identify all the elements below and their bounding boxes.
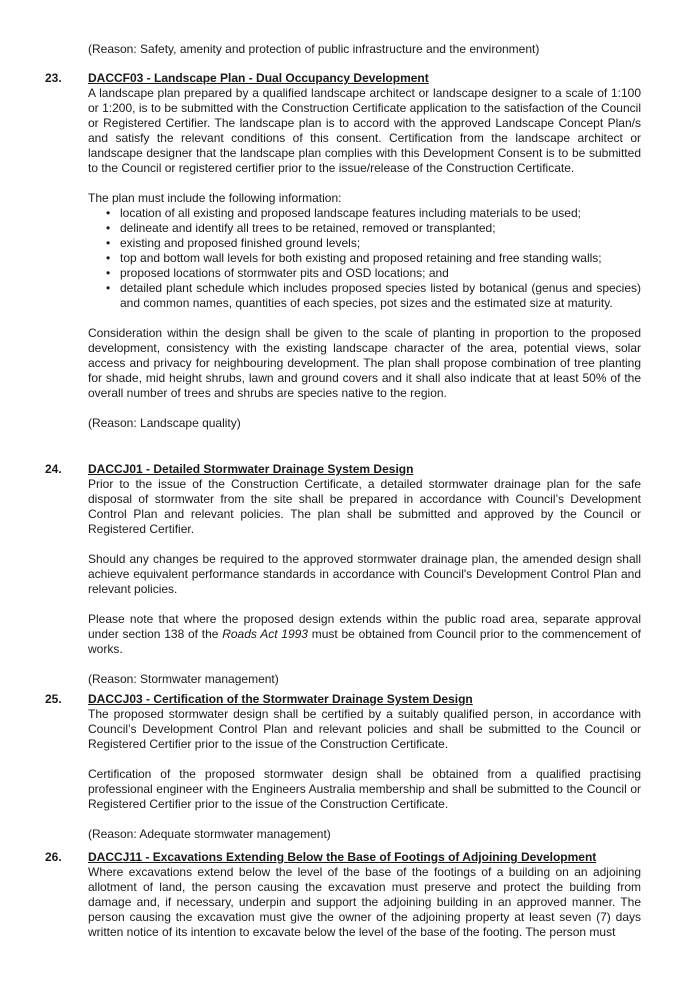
condition-title: DACCJ01 - Detailed Stormwater Drainage System Design: [88, 462, 414, 476]
condition-body: [88, 86, 641, 446]
condition-title: DACCJ03 - Certification of the Stormwater Drainage System Design: [88, 692, 473, 706]
list-item: • delineate and identify all trees to be retained, removed or transplanted;: [88, 221, 641, 236]
paragraph: Where excavations extend below the level of the base of the footings of a building on an adjoining allotment of land, the person causing the excavation must preserve and protect the building from damage and, if necessary, underpin and support the adjoining building in an approved manner. The person causing the excavation must give the owner of the adjoining property at least seven (7) days written notice of its intention to excavate below the level of the base of the footing. The person must: [88, 865, 641, 939]
paragraph-text: Please note that where the proposed design extends within the public road area, separate approval under section 138 of the: [88, 612, 641, 641]
act-name: Roads Act 1993: [222, 627, 308, 641]
reason-line: (Reason: Stormwater management): [88, 672, 279, 686]
list-intro: The plan must include the following information:: [88, 191, 342, 205]
paragraph-text: must be obtained from Council prior to the commencement of works.: [88, 627, 642, 656]
reason-line: (Reason: Landscape quality): [88, 416, 241, 430]
condition-title: DACCF03 - Landscape Plan - Dual Occupancy Development: [88, 71, 429, 85]
list-item: • detailed plant schedule which includes proposed species listed by botanical (genus and species) and common names, quantities of each species, pot sizes and the estimated size at maturity.: [88, 281, 641, 311]
info-list: [88, 206, 641, 311]
paragraph: Consideration within the design shall be given to the scale of planting in proportion to the proposed development, consistency with the existing landscape character of the area, potential views, solar access and privacy for neighbouring development. The plan shall propose combination of tree planting for shade, mid height shrubs, lawn and ground covers and it shall also indicate that at least 50% of the overall number of trees and shrubs are species native to the region.: [88, 326, 641, 400]
list-item: • top and bottom wall levels for both existing and proposed retaining and free standing walls;: [88, 251, 641, 266]
condition-title: DACCJ11 - Excavations Extending Below the Base of Footings of Adjoining Development: [88, 850, 597, 864]
condition-number: 26.: [45, 850, 62, 864]
paragraph: The proposed stormwater design shall be certified by a suitably qualified person, in accordance with Council’s Development Control Plan and relevant policies and shall be submitted to the Council or Registered Certifier prior to the issue of the Construction Certificate.: [88, 707, 641, 751]
paragraph: Should any changes be required to the approved stormwater drainage plan, the amended design shall achieve equivalent performance standards in accordance with Council's Development Control Plan and relevant policies.: [88, 552, 641, 596]
list-item: • location of all existing and proposed landscape features including materials to be used;: [88, 206, 641, 221]
condition-number: 24.: [45, 462, 62, 476]
paragraph: A landscape plan prepared by a qualified landscape architect or landscape designer to a scale of 1:100 or 1:200, is to be submitted with the Construction Certificate application to the satisfaction of the Council or Registered Certifier. The landscape plan is to accord with the approved Landscape Concept Plan/s and satisfy the relevant conditions of this consent. Certification from the landscape architect or landscape designer that the landscape plan complies with this Development Consent is to be submitted to the Council or registered certifier prior to the issue/release of the Construction Certificate.: [88, 86, 641, 175]
list-item: • proposed locations of stormwater pits and OSD locations; and: [88, 266, 641, 281]
condition-body: [88, 707, 641, 857]
paragraph: Certification of the proposed stormwater design shall be obtained from a qualified practising professional engineer with the Engineers Australia membership and shall be submitted to the Council or Registered Certifier prior to the issue of the Construction Certificate.: [88, 767, 641, 811]
condition-number: 23.: [45, 71, 62, 85]
paragraph: [88, 612, 641, 657]
list-item: • existing and proposed finished ground levels;: [88, 236, 641, 251]
condition-body: [88, 865, 641, 955]
reason-line: (Reason: Adequate stormwater management): [88, 827, 331, 841]
condition-body: [88, 477, 641, 702]
reason-line: (Reason: Safety, amenity and protection of public infrastructure and the environment): [88, 42, 540, 56]
paragraph: Prior to the issue of the Construction Certificate, a detailed stormwater drainage plan for the safe disposal of stormwater from the site shall be prepared in accordance with Council’s Development Control Plan and relevant policies. The plan shall be submitted and approved by the Council or Registered Certifier.: [88, 477, 641, 536]
condition-number: 25.: [45, 692, 62, 706]
